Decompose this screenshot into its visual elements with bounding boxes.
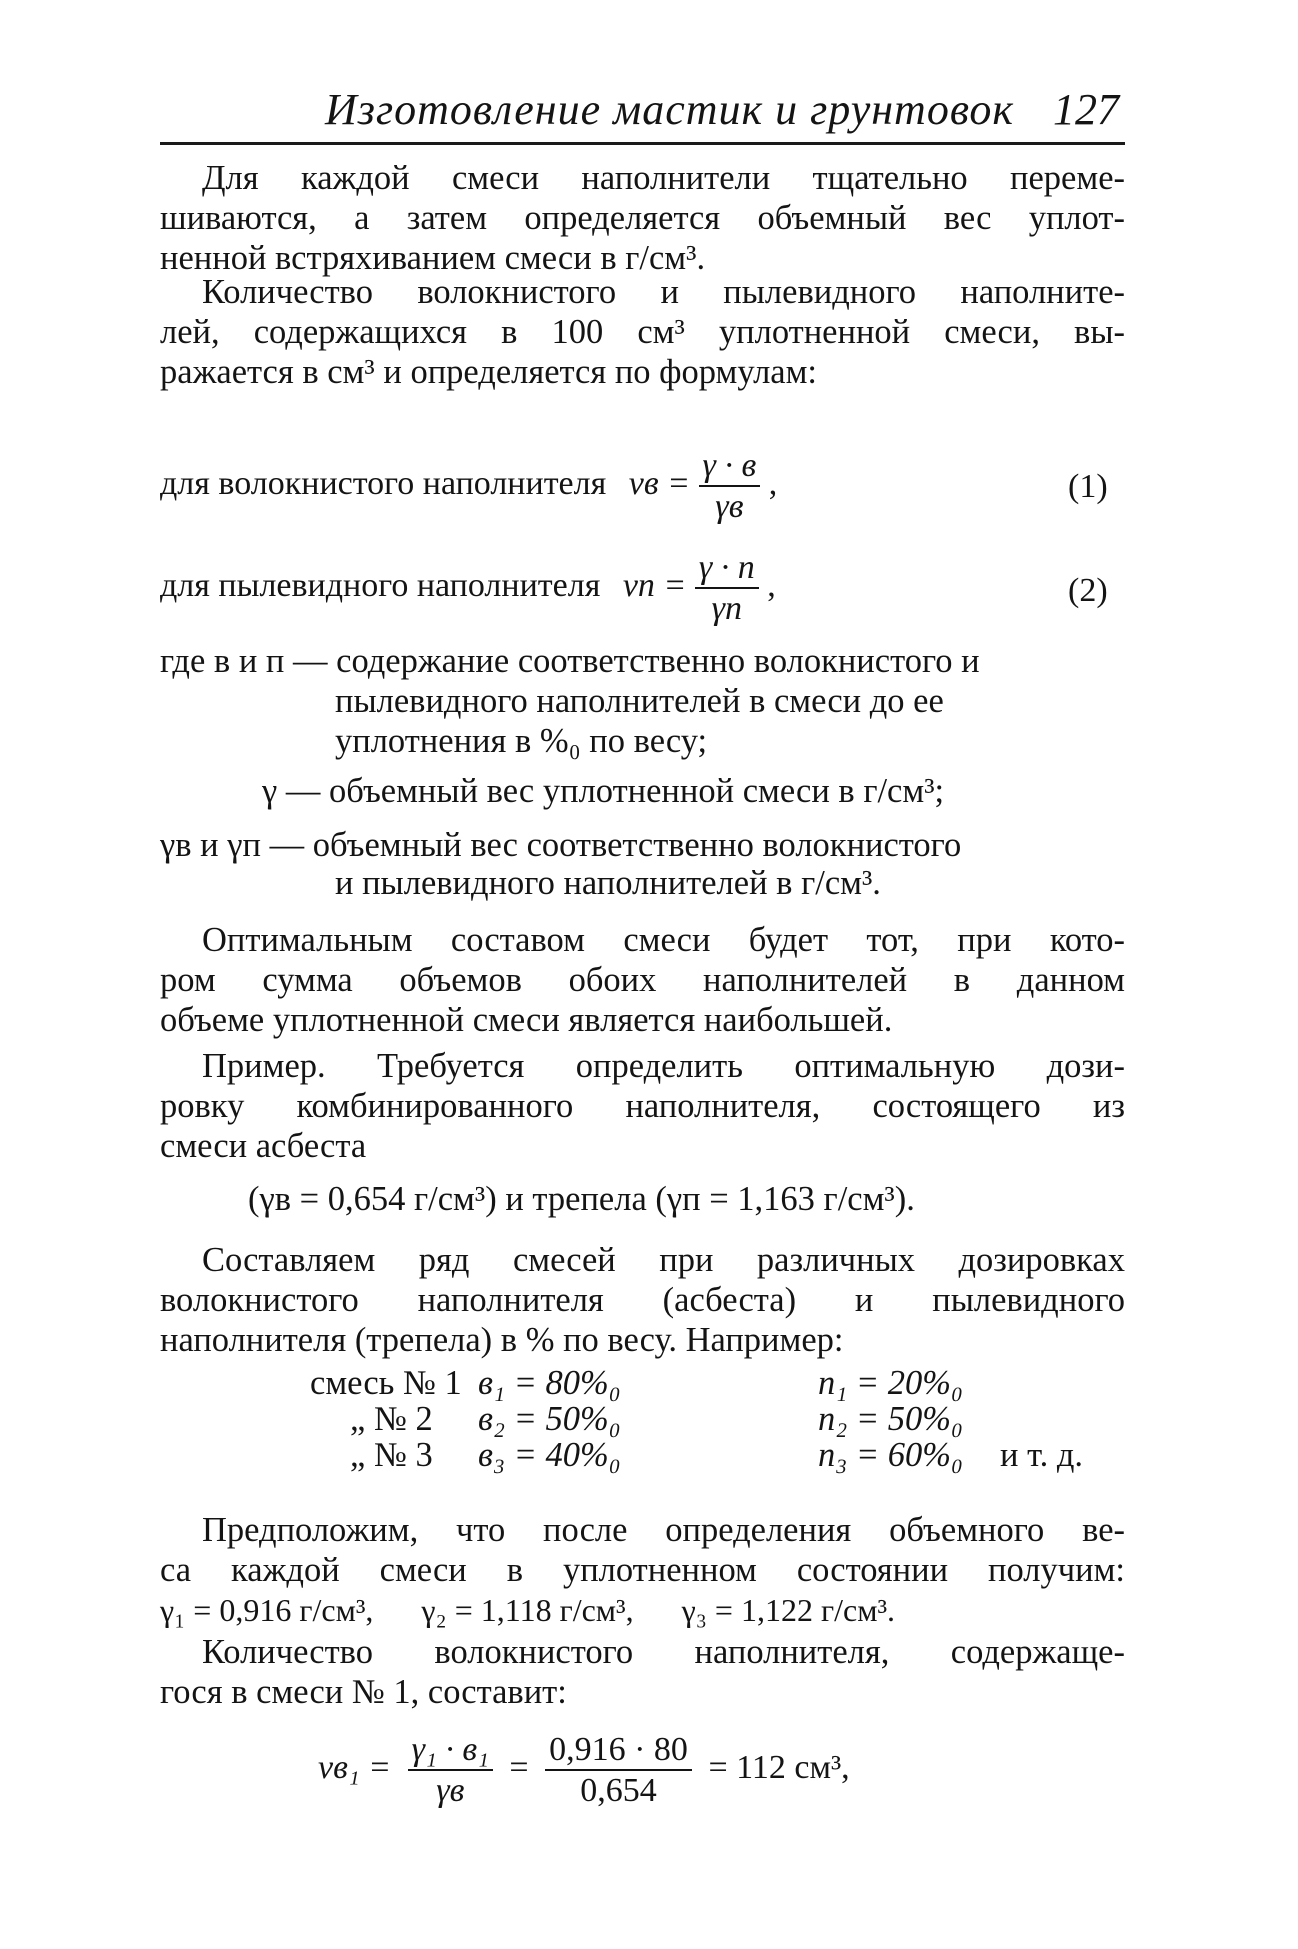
running-header — [160, 82, 1125, 142]
paragraph-4 — [160, 1046, 1125, 1166]
paragraph-1 — [160, 158, 1125, 278]
where-line-2: пылевидного наполнителей в смеси до ее — [335, 682, 944, 720]
mix-name: „ № 3 — [350, 1436, 433, 1474]
text-line: ненной встряхиванием смеси в г/см³. — [160, 239, 706, 277]
mix-n-value: п₃ = 60%₀ — [818, 1436, 964, 1474]
fraction-denominator: γв — [715, 488, 744, 526]
fraction — [408, 1730, 493, 1810]
formula-lhs: vв₁ = — [318, 1748, 392, 1786]
text-line: ровку комбинированного наполнителя, состоящего из — [160, 1087, 1125, 1125]
mix-b-value: в₂ = 50%₀ — [478, 1400, 621, 1438]
mix-b-value: в₃ = 40%₀ — [478, 1436, 621, 1474]
paragraph-5 — [160, 1240, 1125, 1360]
formula-2 — [160, 548, 776, 628]
text-line: Количество волокнистого и пылевидного наполните- — [202, 273, 1125, 311]
fraction-numerator: γ · п — [695, 548, 759, 589]
fraction — [545, 1730, 692, 1810]
gamma-values-line: γ₁ = 0,916 г/см³, γ₂ = 1,118 г/см³, γ₃ = 1,122 г/см³. — [160, 1592, 896, 1628]
paragraph-2 — [160, 272, 1125, 392]
where-line-1: где в и п — содержание соответственно волокнистого и — [160, 642, 980, 680]
fraction-numerator: γ · в — [699, 446, 761, 487]
mix-n-value: п₁ = 20%₀ — [818, 1364, 964, 1402]
text-line: Пример. Требуется определить оптимальную дози- — [202, 1047, 1125, 1085]
text-line: Предположим, что после определения объемного ве- — [202, 1511, 1125, 1549]
text-line: Количество волокнистого наполнителя, содержаще- — [202, 1633, 1125, 1671]
formula-1 — [160, 446, 777, 526]
text-line: гося в смеси № 1, составит: — [160, 1673, 567, 1711]
text-line: ражается в см³ и определяется по формулам: — [160, 353, 818, 391]
text-line: шиваются, а затем определяется объемный вес уплот- — [160, 199, 1125, 237]
formula-result: = 112 см³, — [708, 1748, 850, 1786]
text-line: объеме уплотненной смеси является наибольшей. — [160, 1001, 893, 1039]
formula-tail: , — [767, 566, 776, 604]
text-line: смеси асбеста — [160, 1127, 367, 1165]
formula-label: для пылевидного наполнителя — [160, 566, 601, 604]
formula-lhs: vв = — [628, 464, 691, 502]
page-number: 127 — [1053, 85, 1119, 134]
text-line: Оптимальным составом смеси будет тот, при кото- — [202, 921, 1125, 959]
fraction — [699, 446, 761, 526]
paragraph-7 — [160, 1632, 1125, 1712]
text-line: са каждой смеси в уплотненном состоянии получим: — [160, 1551, 1125, 1589]
fraction-denominator: 0,654 — [580, 1772, 657, 1810]
where-line-5: γв и γп — объемный вес соответственно волокнистого — [160, 826, 962, 864]
formula-tail: , — [768, 464, 778, 502]
mix-name: смесь № 1 — [310, 1364, 462, 1402]
text-line: Составляем ряд смесей при различных дозировках — [202, 1241, 1125, 1279]
mix-n-value: п₂ = 50%₀ — [818, 1400, 964, 1438]
header-rule — [160, 142, 1125, 145]
fraction — [695, 548, 759, 628]
text-line: ром сумма объемов обоих наполнителей в данном — [160, 961, 1125, 999]
text-line: волокнистого наполнителя (асбеста) и пылевидного — [160, 1281, 1125, 1319]
paragraph-6 — [160, 1510, 1125, 1630]
where-line-6: и пылевидного наполнителей в г/см³. — [335, 864, 881, 902]
fraction-numerator: 0,916 · 80 — [545, 1730, 692, 1771]
text-line: лей, содержащихся в 100 см³ уплотненной смеси, вы- — [160, 313, 1125, 351]
text-line: наполнителя (трепела) в % по весу. Например: — [160, 1321, 844, 1359]
formula-label: для волокнистого наполнителя — [160, 464, 607, 502]
mix-tail: и т. д. — [1000, 1436, 1083, 1474]
formula-2-number: (2) — [1068, 572, 1108, 609]
formula-lhs: vп = — [622, 566, 687, 604]
where-line-3: уплотнения в %₀ по весу; — [335, 722, 708, 760]
fraction-denominator: γп — [711, 590, 743, 628]
fraction-numerator: γ₁ · в₁ — [408, 1730, 493, 1771]
example-formula: (γв = 0,654 г/см³) и трепела (γп = 1,163 г/см³). — [248, 1180, 915, 1218]
mix-b-value: в₁ = 80%₀ — [478, 1364, 621, 1402]
mix-name: „ № 2 — [350, 1400, 433, 1438]
paragraph-3 — [160, 920, 1125, 1040]
header-title: Изготовление мастик и грунтовок — [325, 85, 1014, 134]
equals-sign: = — [509, 1748, 529, 1786]
where-line-4: γ — объемный вес уплотненной смеси в г/см³; — [262, 772, 945, 810]
text-line: Для каждой смеси наполнители тщательно переме- — [202, 159, 1125, 197]
formula-3 — [318, 1730, 850, 1810]
fraction-denominator: γв — [436, 1772, 465, 1810]
formula-1-number: (1) — [1068, 468, 1108, 505]
